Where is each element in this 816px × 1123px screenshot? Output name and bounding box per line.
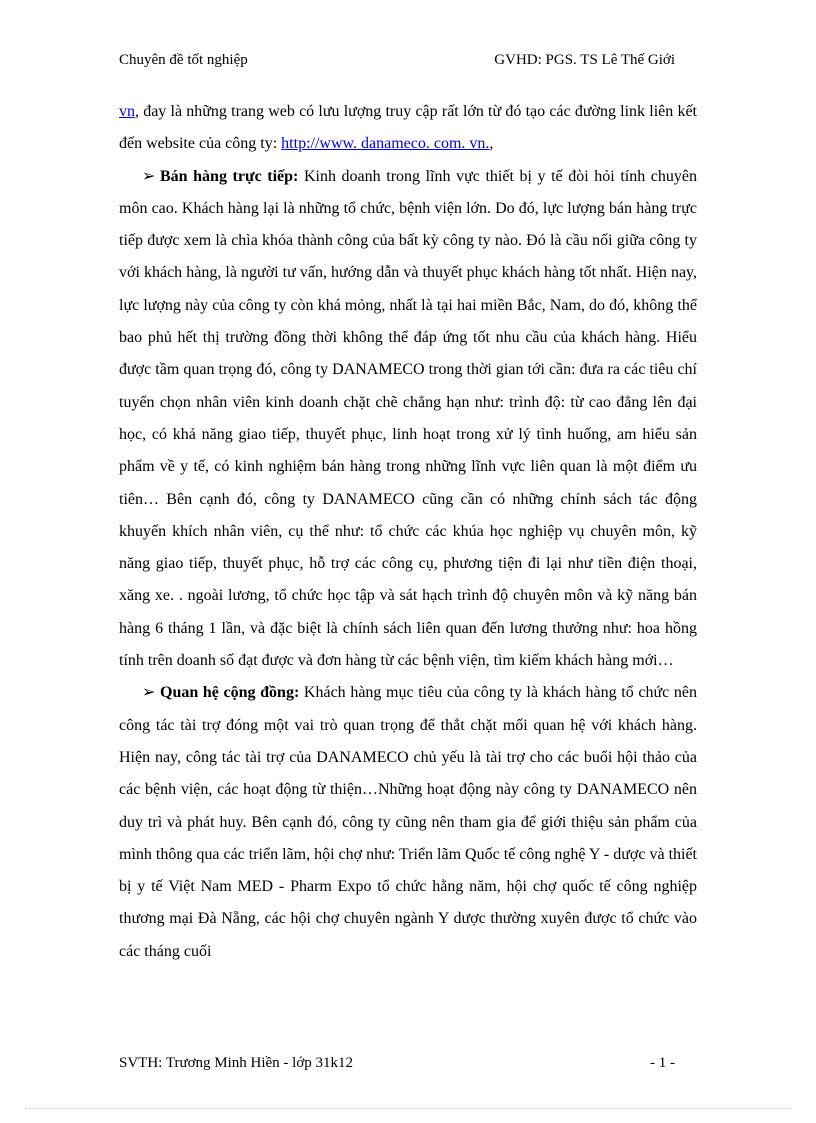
paragraph-text: , đay là những trang web có lưu lượng truy cập rất lớn từ đó tạo các đường link liên kết đến website của công ty:	[119, 103, 697, 153]
page-number: - 1 -	[650, 1055, 675, 1071]
header-thesis-title: Chuyên đề tốt nghiệp	[119, 52, 248, 68]
paragraph-public-relations	[119, 677, 697, 968]
paragraph-text: Kinh doanh trong lĩnh vực thiết bị y tế đòi hỏi tính chuyên môn cao. Khách hàng lại là những tổ chức, bệnh viện lớn. Do đó, lực lượng bán hàng trực tiếp được xem là chìa khóa thành công của bất kỳ công ty nào. Đó là cầu nối giữa công ty với khách hàng, là người tư vấn, hướng dẫn và thuyết phục khách hàng tốt nhất. Hiện nay, lực lượng này của công ty còn khá mỏng, nhất là tại hai miền Bắc, Nam, do đó, không thể bao phủ hết thị trường đồng thời không thể đáp ứng tốt nhu cầu của khách hàng. Hiểu được tầm quan trọng đó, công ty DANAMECO trong thời gian tới cần: đưa ra các tiêu chí tuyển chọn nhân viên kinh doanh chặt chẽ chẳng hạn như: trình độ: từ cao đẳng lên đại học, có khả năng giao tiếp, thuyết phục, linh hoạt trong xử lý tình huống, am hiểu sản phẩm về y tế, có kinh nghiệm bán hàng trong những lĩnh vực liên quan là một điểm ưu tiên… Bên cạnh đó, công ty DANAMECO cũng cần có những chính sách tác động khuyến khích nhân viên, cụ thể như: tổ chức các khúa học nghiệp vụ chuyên môn, kỹ năng giao tiếp, thuyết phục, hỗ trợ các công cụ, phương tiện đi lại như tiền điện thoại, xăng xe. . ngoài lương, tổ chức học tập và sát hạch trình độ chuyên môn và kỹ năng bán hàng 6 tháng 1 lần, và đặc biệt là chính sách liên quan đến lương thưởng như: hoa hồng tính trên doanh số đạt được và đơn hàng từ các bệnh viện, tìm kiếm khách hàng mới…	[119, 167, 697, 670]
paragraph-continuation	[119, 96, 697, 161]
footer-student: SVTH: Trương Minh Hiền - lớp 31k12	[119, 1055, 354, 1071]
page-header	[119, 52, 675, 74]
arrow-bullet-icon: ➢	[142, 167, 156, 185]
paragraph-direct-sales	[119, 161, 697, 678]
section-title-public-relations: Quan hệ cộng đồng:	[160, 684, 300, 702]
header-advisor: GVHD: PGS. TS Lê Thế Giới	[494, 52, 675, 68]
section-title-direct-sales: Bán hàng trực tiếp:	[160, 167, 299, 185]
link-vn[interactable]: vn	[119, 103, 135, 120]
paragraph-text: Khách hàng mục tiêu của công ty là khách hàng tổ chức nên công tác tài trợ đóng một vai trò quan trọng để thắt chặt mối quan hệ với khách hàng. Hiện nay, công tác tài trợ của DANAMECO chủ yếu là tài trợ cho các buổi hội thảo của các bệnh viện, các hoạt động từ thiện…Những hoạt động này công ty DANAMECO nên duy trì và phát huy. Bên cạnh đó, công ty cũng nên tham gia để giới thiệu sản phẩm của mình thông qua các triển lãm, hội chợ như: Triển lãm Quốc tế công nghệ Y - dược và thiết bị y tế Việt Nam MED - Pharm Expo tổ chức hằng năm, hội chợ quốc tế công nghiệp thương mại Đà Nẵng, các hội chợ chuyên ngành Y dược thường xuyên được tổ chức vào các tháng cuối	[119, 684, 697, 960]
page-bottom-divider	[25, 1108, 791, 1109]
arrow-bullet-icon: ➢	[142, 684, 156, 702]
document-body	[119, 96, 697, 968]
paragraph-text: ,	[489, 135, 494, 153]
page-footer	[119, 1055, 675, 1077]
link-danameco-website[interactable]: http://www. danameco. com. vn.	[281, 135, 490, 153]
